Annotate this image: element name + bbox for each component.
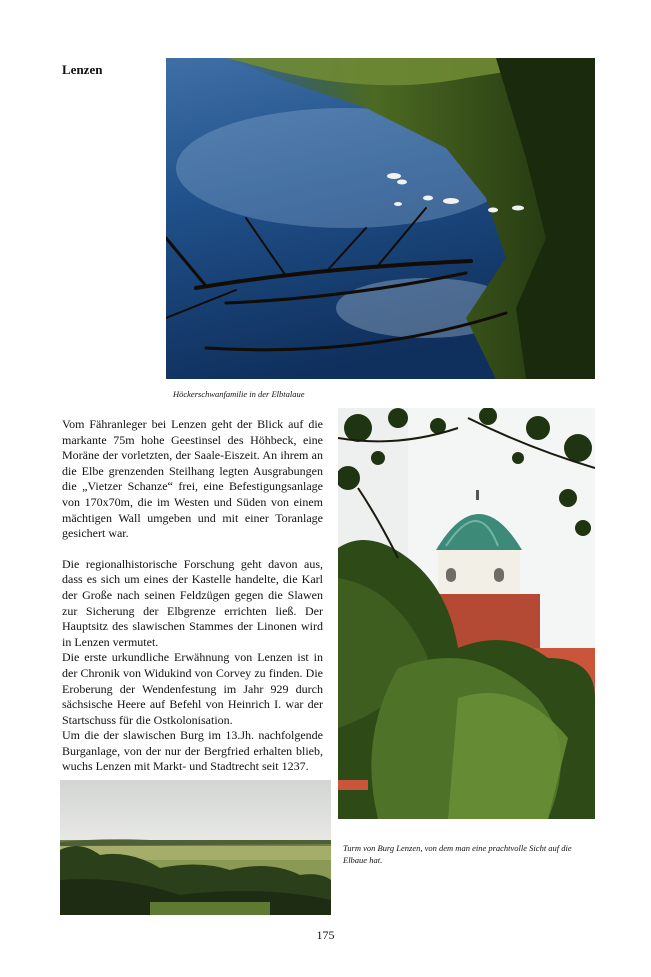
- paragraph-2: Die regionalhistorische Forschung geht davon aus, dass es sich um eines der Kastelle handelte, die Karl der Große nach seinen Feldzügen gegen die Slawen zur Sicherung der Elbgrenze errichten ließ. Der Hauptsitz des slawischen Stammes der Linonen wird in Lenzen vermutet.: [62, 556, 323, 649]
- page-number: 175: [316, 928, 335, 942]
- page-heading: Lenzen: [62, 62, 103, 77]
- body-text: [62, 417, 323, 775]
- paragraph-4: Um die der slawischen Burg im 13.Jh. nachfolgende Burganlage, von der nur der Bergfried erhalten blieb, wuchs Lenzen mit Markt- und Stadtrecht seit 1237.: [62, 728, 323, 774]
- tower-photo-caption: Turm von Burg Lenzen, von dem man eine prachtvolle Sicht auf die Elbaue hat.: [343, 843, 572, 865]
- swan-photo-caption: Höckerschwanfamilie in der Elbtalaue: [173, 389, 305, 399]
- elbaue-landscape-photo: [60, 780, 331, 915]
- paragraph-3: Die erste urkundliche Erwähnung von Lenzen ist in der Chronik von Widukind von Corvey zu finden. Die Eroberung der Wendenfestung im Jahr 929 durch sächsische Heere auf Befehl von Heinrich I. war der Startschuss für die Ostkolonisation.: [62, 650, 323, 727]
- swan-lake-photo: [166, 58, 595, 379]
- paragraph-1: Vom Fähranleger bei Lenzen geht der Blick auf die markante 75m hohe Geestinsel des Höhbeck, eine Moräne der vorletzten, der Saale-Eiszeit. An ihrem an die Elbe grenzenden Steilhang legten Ausgrabungen die „Vietzer Schanze“ frei, eine Befestigungsanlage von 170x70m, die im Westen und Süden von einem mächtigen Wall umgeben und mit einer Toranlage gesichert war.: [62, 417, 323, 541]
- castle-tower-photo: [338, 408, 595, 819]
